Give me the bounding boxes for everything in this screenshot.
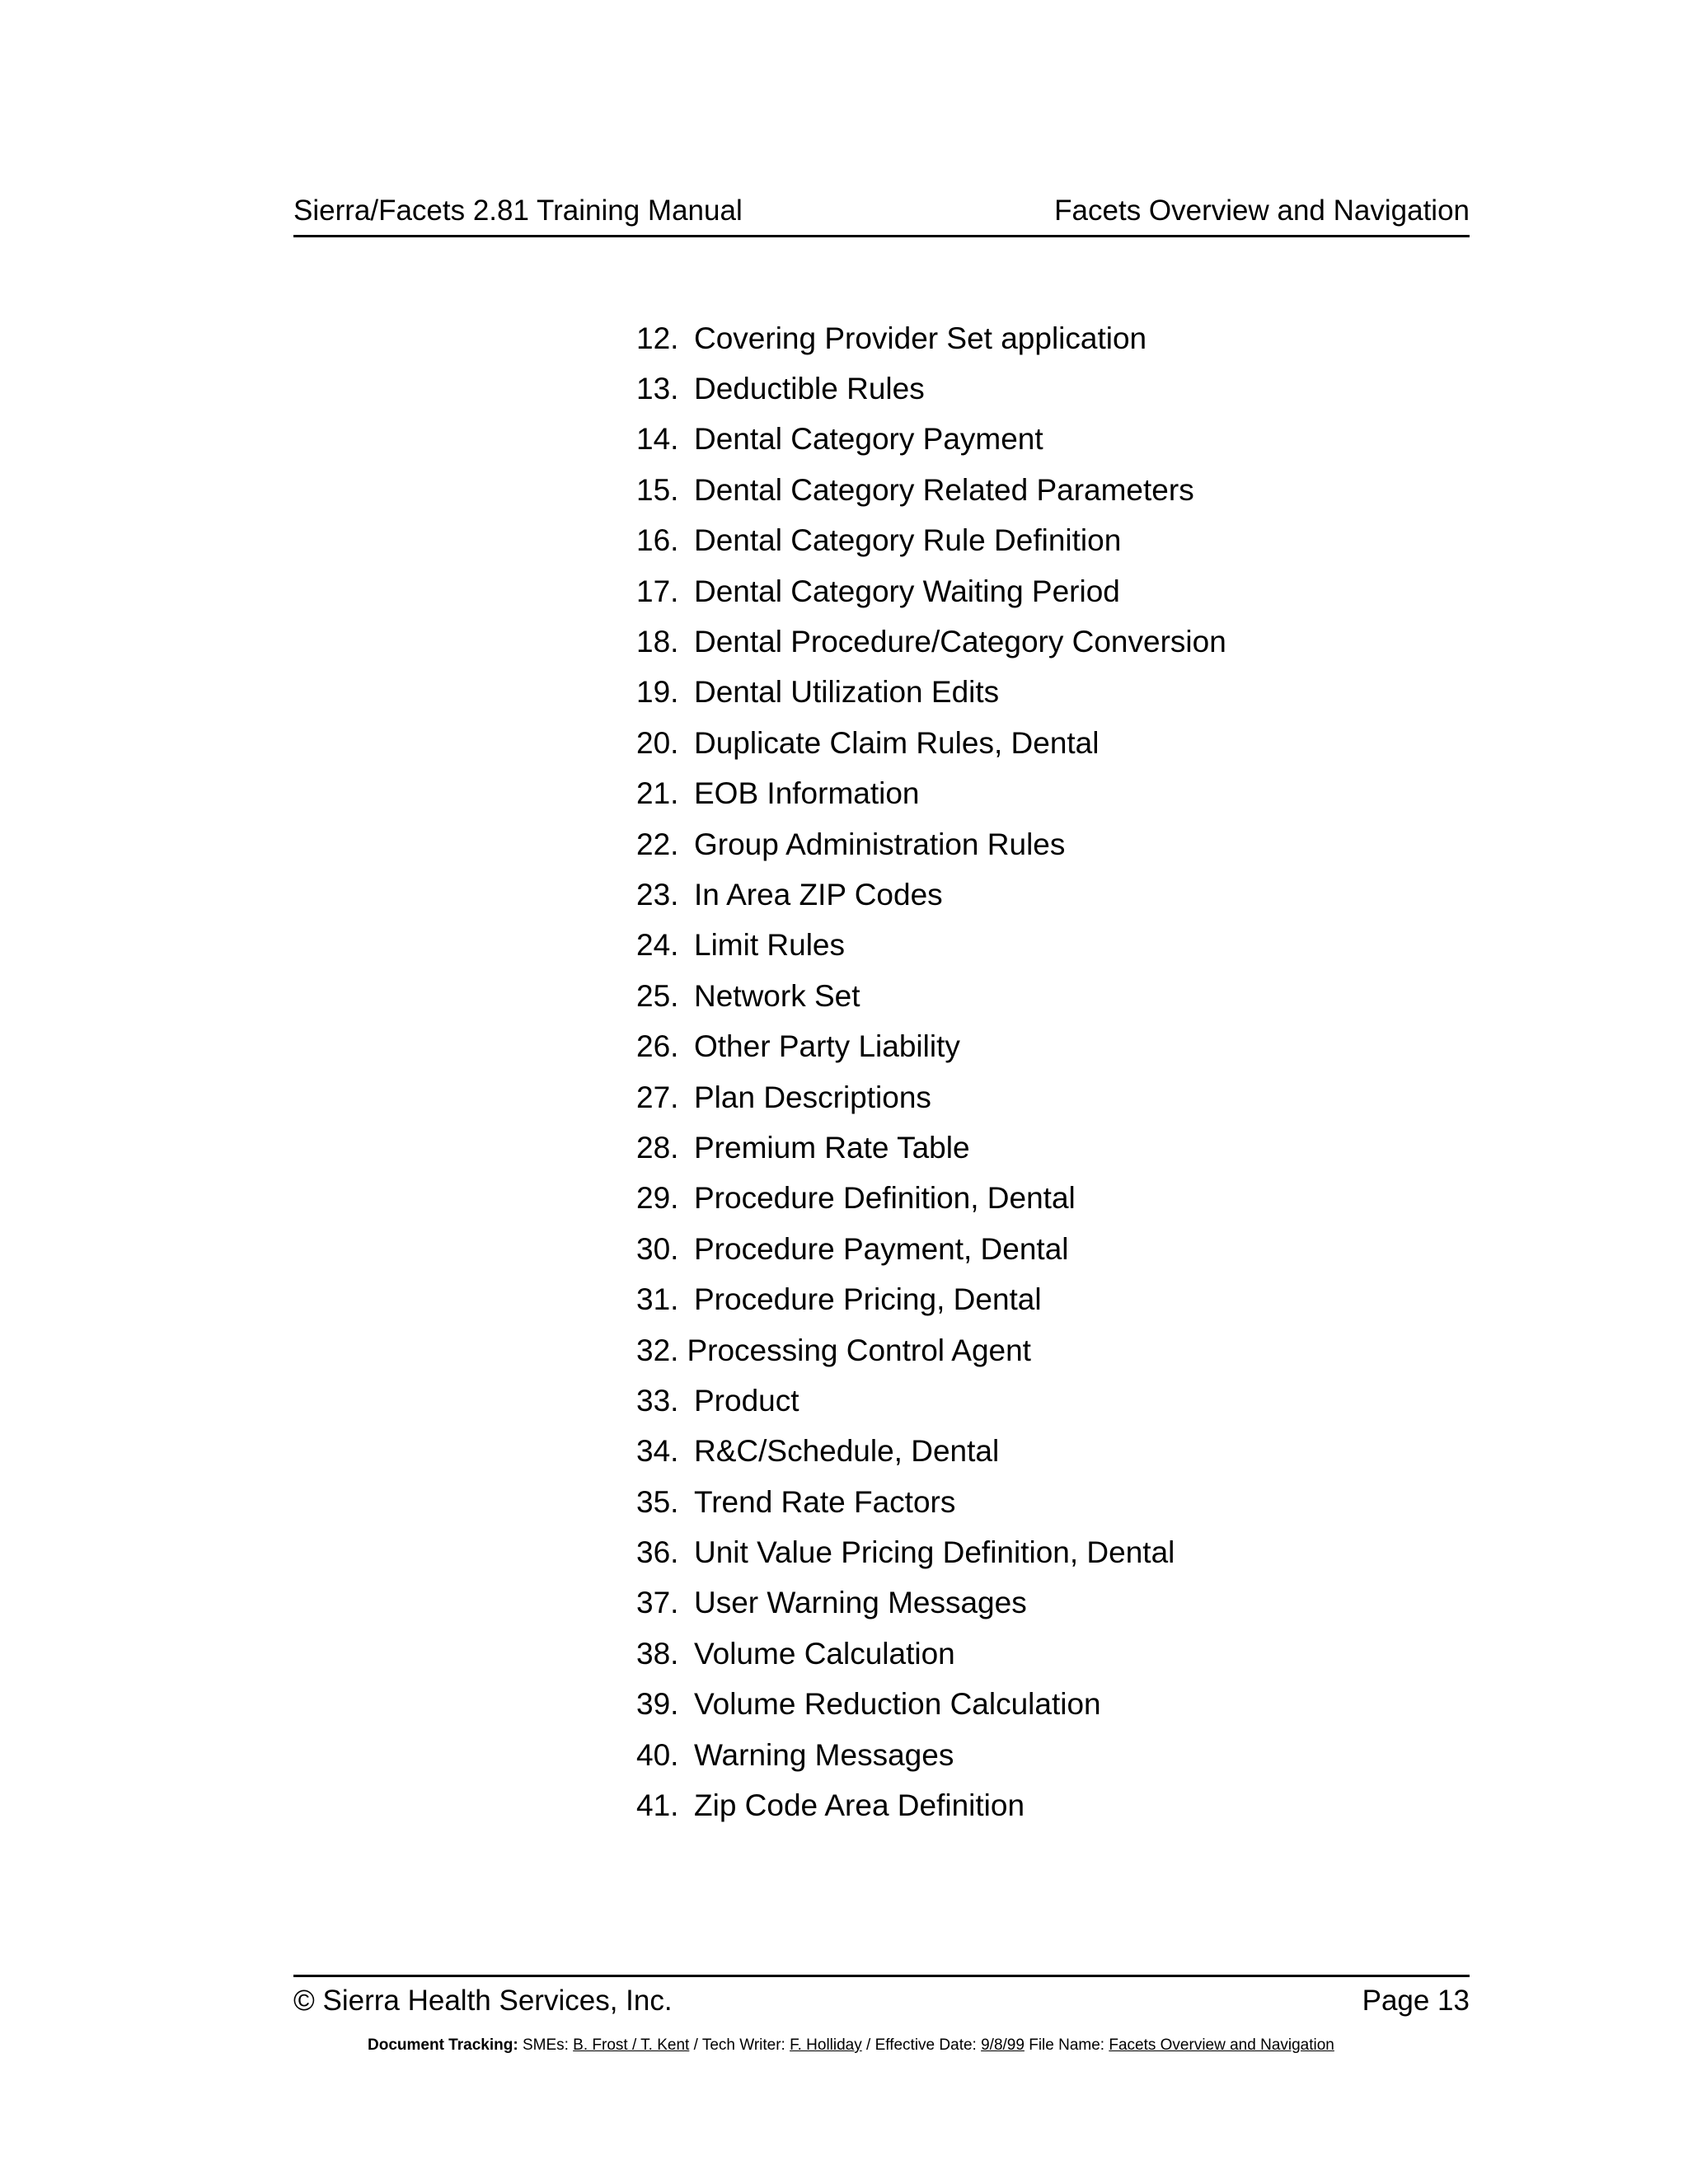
item-text: Zip Code Area Definition [694, 1788, 1025, 1823]
item-text: Other Party Liability [694, 1029, 960, 1064]
item-text: EOB Information [694, 776, 920, 811]
list-item [636, 921, 1226, 971]
item-text: Dental Procedure/Category Conversion [694, 625, 1226, 659]
item-number: 37. [636, 1586, 679, 1620]
list-item [636, 1325, 1226, 1376]
item-text: Procedure Pricing, Dental [694, 1282, 1042, 1317]
list-item [636, 1274, 1226, 1324]
list-item [636, 313, 1226, 363]
item-number: 33. [636, 1383, 679, 1418]
list-item [636, 1629, 1226, 1679]
list-item [636, 1527, 1226, 1577]
document-tracking [368, 2036, 1334, 2055]
item-text: Unit Value Pricing Definition, Dental [694, 1535, 1175, 1570]
list-item [636, 465, 1226, 515]
item-text: Dental Category Rule Definition [694, 523, 1122, 558]
item-text: User Warning Messages [694, 1586, 1027, 1620]
item-text: Deductible Rules [694, 372, 925, 406]
numbered-list [636, 313, 1226, 1831]
item-number: 35. [636, 1484, 679, 1519]
list-item [636, 1477, 1226, 1527]
list-item [636, 869, 1226, 920]
item-number: 30. [636, 1231, 679, 1266]
footer-rule [293, 1975, 1470, 1977]
item-text: Product [694, 1383, 799, 1418]
list-item [636, 1680, 1226, 1730]
item-text: Volume Reduction Calculation [694, 1687, 1101, 1722]
item-number: 15. [636, 472, 679, 507]
writer-value: F. Holliday [790, 2036, 862, 2054]
item-text: Dental Utilization Edits [694, 675, 1000, 710]
item-number: 28. [636, 1130, 679, 1165]
item-number: 13. [636, 372, 679, 406]
item-text: Plan Descriptions [694, 1080, 931, 1114]
item-number: 19. [636, 675, 679, 710]
item-number: 41. [636, 1788, 679, 1823]
list-item [636, 1427, 1226, 1477]
item-number: 40. [636, 1737, 679, 1772]
item-text: Group Administration Rules [694, 827, 1066, 861]
page-header [293, 193, 1470, 237]
item-number: 12. [636, 321, 679, 355]
item-text: Limit Rules [694, 928, 845, 963]
item-number: 26. [636, 1029, 679, 1064]
item-number: 36. [636, 1535, 679, 1570]
item-number: 29. [636, 1181, 679, 1216]
item-text: Volume Calculation [694, 1636, 955, 1671]
list-item [636, 1730, 1226, 1780]
item-text: Procedure Definition, Dental [694, 1181, 1076, 1216]
list-item [636, 971, 1226, 1021]
item-number: 38. [636, 1636, 679, 1671]
item-number: 27. [636, 1080, 679, 1114]
header-section-title: Facets Overview and Navigation [1054, 194, 1470, 227]
file-label: File Name: [1029, 2036, 1105, 2054]
list-item [636, 718, 1226, 768]
item-number: 31. [636, 1282, 679, 1317]
item-text: Dental Category Waiting Period [694, 574, 1120, 608]
item-number: 17. [636, 574, 679, 608]
date-label: / Effective Date: [866, 2036, 977, 2054]
item-text: R&C/Schedule, Dental [694, 1434, 1000, 1469]
list-item [636, 1122, 1226, 1173]
list-item [636, 363, 1226, 414]
item-number: 16. [636, 523, 679, 558]
file-value: Facets Overview and Navigation [1109, 2036, 1334, 2054]
smes-label: SMEs: [522, 2036, 569, 2054]
item-text: Processing Control Agent [687, 1333, 1031, 1367]
item-number: 34. [636, 1434, 679, 1469]
footer-copyright: © Sierra Health Services, Inc. [293, 1985, 673, 2017]
item-number: 25. [636, 978, 679, 1013]
item-text: Dental Category Related Parameters [694, 472, 1194, 507]
item-text: In Area ZIP Codes [694, 877, 943, 912]
list-item [636, 1780, 1226, 1830]
item-number: 39. [636, 1687, 679, 1722]
item-text: Duplicate Claim Rules, Dental [694, 725, 1100, 760]
item-text: Premium Rate Table [694, 1130, 970, 1165]
item-number: 32. [636, 1333, 679, 1367]
item-number: 20. [636, 725, 679, 760]
tracking-label: Document Tracking: [368, 2036, 518, 2054]
list-item [636, 1224, 1226, 1274]
list-item [636, 668, 1226, 718]
item-text: Procedure Payment, Dental [694, 1231, 1069, 1266]
item-number: 23. [636, 877, 679, 912]
item-number: 22. [636, 827, 679, 861]
list-item [636, 1021, 1226, 1071]
item-text: Trend Rate Factors [694, 1484, 956, 1519]
list-item [636, 819, 1226, 869]
writer-label: / Tech Writer: [693, 2036, 785, 2054]
item-text: Network Set [694, 978, 860, 1013]
footer-page-number: Page 13 [1362, 1985, 1470, 2017]
smes-value: B. Frost / T. Kent [573, 2036, 690, 2054]
item-number: 18. [636, 625, 679, 659]
list-item [636, 616, 1226, 667]
list-item [636, 566, 1226, 616]
date-value: 9/8/99 [981, 2036, 1025, 2054]
item-number: 24. [636, 928, 679, 963]
list-item [636, 516, 1226, 566]
item-text: Covering Provider Set application [694, 321, 1147, 355]
list-item [636, 769, 1226, 819]
list-item [636, 1174, 1226, 1224]
list-item [636, 1072, 1226, 1122]
header-manual-title: Sierra/Facets 2.81 Training Manual [293, 194, 743, 227]
list-item [636, 1376, 1226, 1426]
item-number: 21. [636, 776, 679, 811]
item-text: Dental Category Payment [694, 422, 1043, 457]
list-item [636, 415, 1226, 465]
item-number: 14. [636, 422, 679, 457]
list-item [636, 1578, 1226, 1629]
item-text: Warning Messages [694, 1737, 954, 1772]
